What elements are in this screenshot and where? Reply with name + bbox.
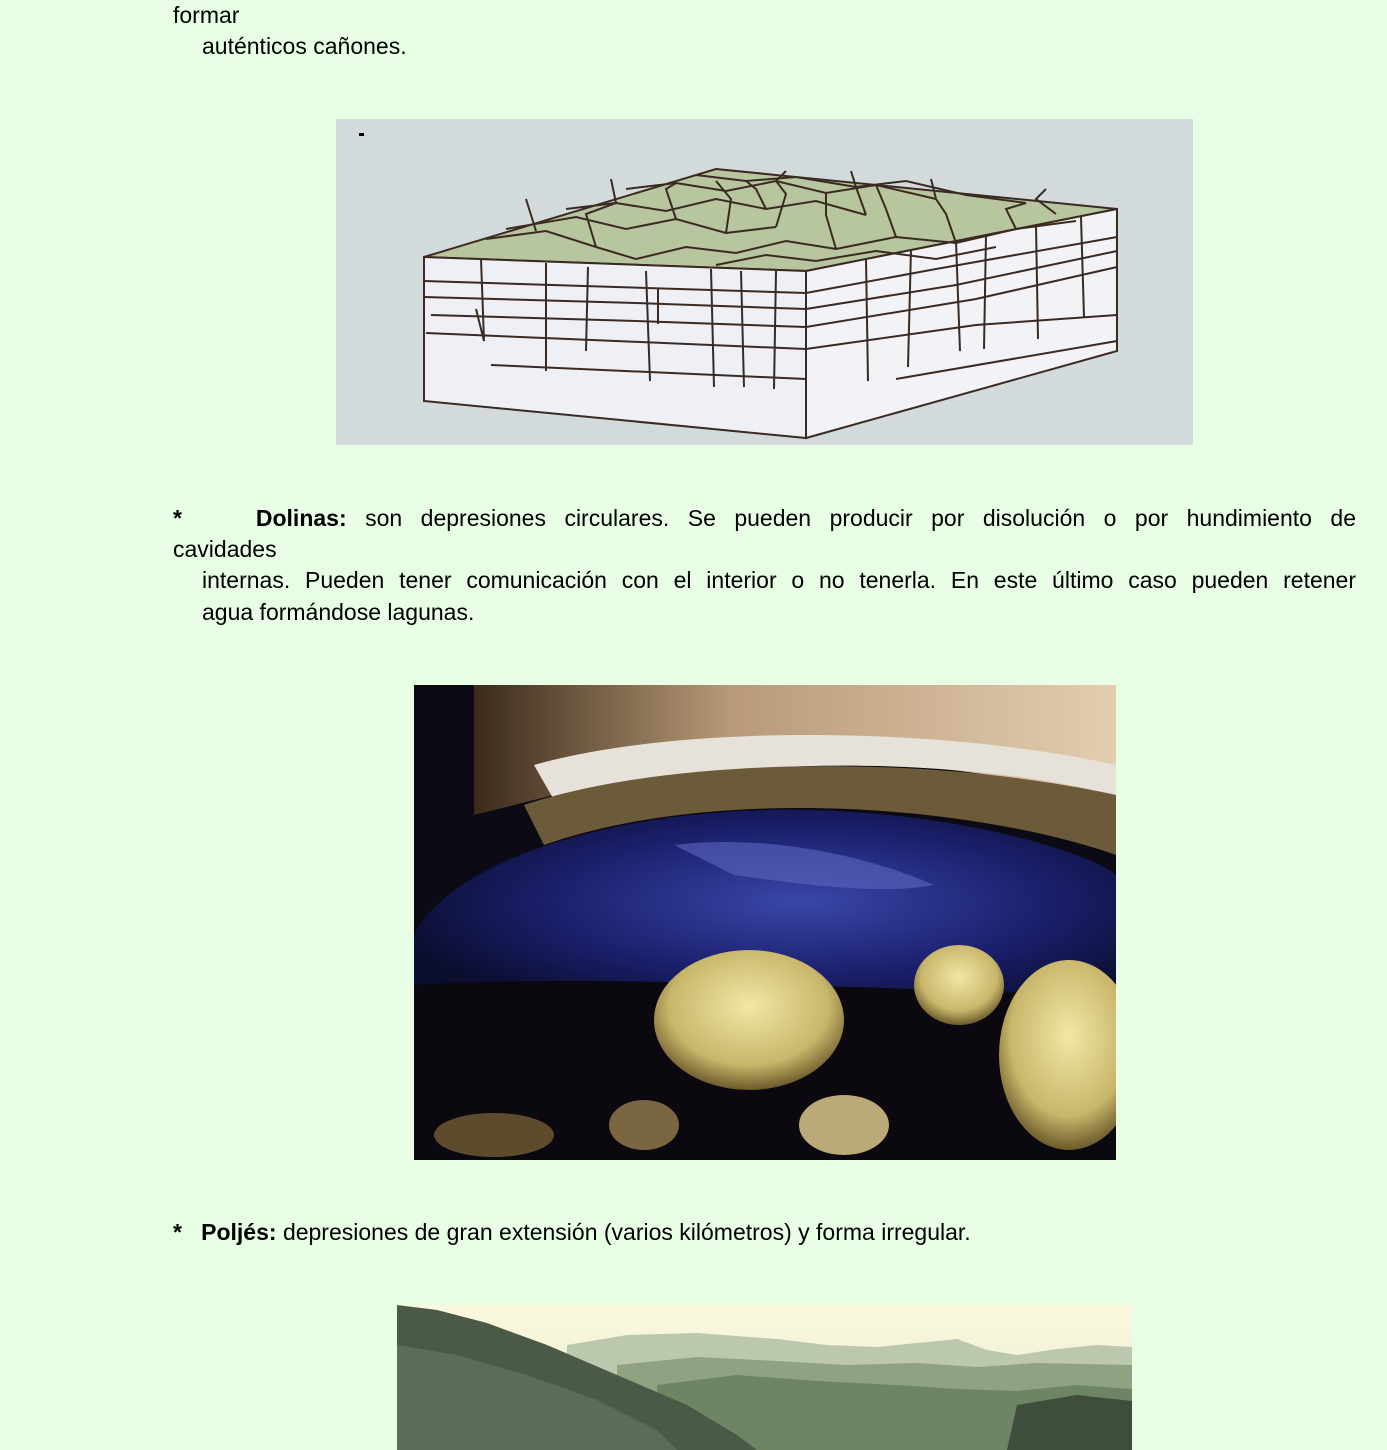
dolinas-paragraph: [173, 504, 1356, 532]
poljes-text: depresiones de gran extensión (varios kilómetros) y forma irregular.: [282, 1219, 971, 1245]
dolinas-bullet: *: [173, 505, 182, 531]
poljes-bullet: *: [173, 1219, 182, 1245]
dolinas-text-3-wrap: [202, 566, 1356, 594]
doline-lake-photo: [414, 685, 1116, 1160]
intro-line-1: formar: [173, 2, 240, 28]
karst-block-diagram: [336, 119, 1193, 445]
dolinas-text-3: internas. Pueden tener comunicación con el interior o no tenerla. En este último caso pueden retener: [202, 567, 1356, 593]
poljes-term: Poljés:: [201, 1219, 277, 1245]
dolinas-text-2: cavidades: [173, 536, 277, 562]
poljes-line: [173, 1218, 971, 1246]
intro-line-2: auténticos cañones.: [202, 33, 407, 59]
dolinas-term: Dolinas:: [255, 505, 347, 531]
dolinas-first-line: [173, 504, 1356, 532]
polje-landscape-photo: [397, 1305, 1132, 1450]
dolinas-text-1: son depresiones circulares. Se pueden producir por disolución o por hundimiento de: [365, 505, 1356, 531]
dolinas-text-4: agua formándose lagunas.: [202, 599, 475, 625]
